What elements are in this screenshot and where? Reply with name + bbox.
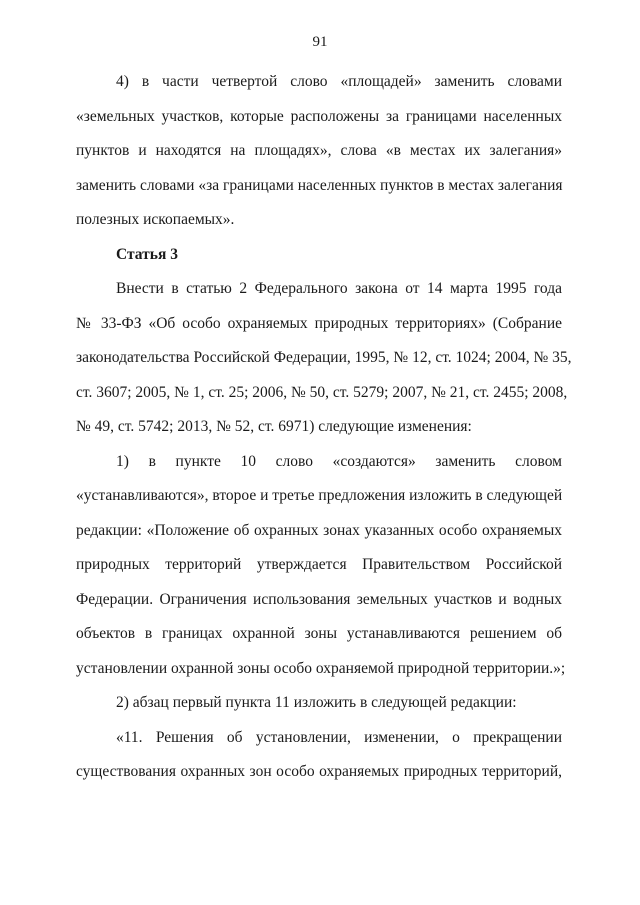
paragraph-line: 1) в пункте 10 слово «создаются» заменить словом bbox=[116, 452, 562, 470]
paragraph-line: законодательства Российской Федерации, 1995, № 12, ст. 1024; 2004, № 35, bbox=[76, 349, 572, 366]
paragraph-line: существования охранных зон особо охраняемых природных территорий, bbox=[76, 763, 562, 780]
paragraph-line: 2) абзац первый пункта 11 изложить в следующей редакции: bbox=[116, 694, 517, 711]
paragraph-line: «11. Решения об установлении, изменении, о прекращении bbox=[116, 728, 562, 746]
paragraph-line: 4) в части четвертой слово «площадей» заменить словами bbox=[116, 73, 562, 90]
paragraph-line: пунктов и находятся на площадях», слова «в местах их залегания» bbox=[76, 142, 562, 159]
paragraph-line: объектов в границах охранной зоны устанавливаются решением об bbox=[76, 625, 562, 642]
paragraph-line: редакции: «Положение об охранных зонах указанных особо охраняемых bbox=[76, 521, 562, 539]
paragraph-line: «земельных участков, которые расположены за границами населенных bbox=[76, 107, 562, 125]
document-body bbox=[76, 73, 572, 798]
paragraph-line: природных территорий утверждается Правительством Российской bbox=[76, 556, 562, 573]
paragraph-line: № 33-ФЗ «Об особо охраняемых природных территориях» (Собрание bbox=[76, 314, 562, 332]
paragraph-line: Внести в статью 2 Федерального закона от 14 марта 1995 года bbox=[116, 280, 562, 297]
paragraph-line: № 49, ст. 5742; 2013, № 52, ст. 6971) следующие изменения: bbox=[76, 418, 472, 435]
paragraph-line: полезных ископаемых». bbox=[76, 211, 235, 228]
paragraph-line: Федерации. Ограничения использования земельных участков и водных bbox=[76, 590, 562, 608]
paragraph-line: ст. 3607; 2005, № 1, ст. 25; 2006, № 50, ст. 5279; 2007, № 21, ст. 2455; 2008, bbox=[76, 383, 568, 401]
page-number: 91 bbox=[312, 34, 328, 50]
paragraph-line: установлении охранной зоны особо охраняемой природной территории.»; bbox=[76, 659, 566, 677]
paragraph-line: заменить словами «за границами населенных пунктов в местах залегания bbox=[76, 176, 563, 194]
article-heading: Статья 3 bbox=[116, 245, 178, 263]
paragraph-line: «устанавливаются», второе и третье предложения изложить в следующей bbox=[76, 487, 563, 504]
